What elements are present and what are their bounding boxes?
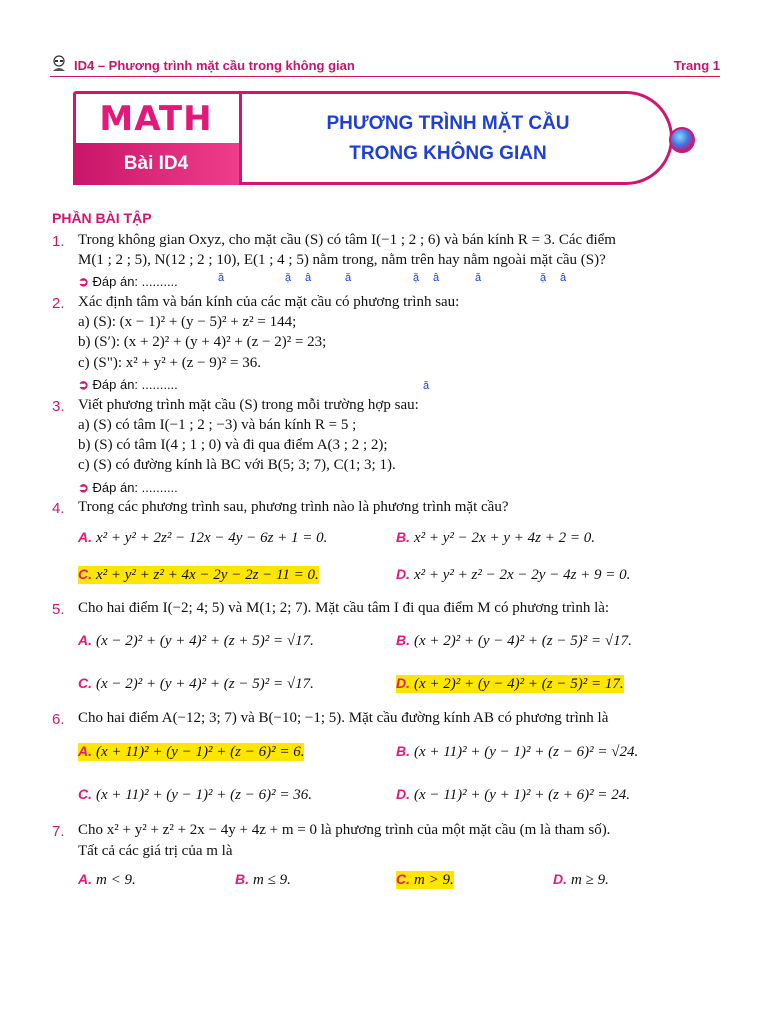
option-text: (x + 11)² + (y − 1)² + (z − 6)² = √24. bbox=[414, 744, 639, 760]
header-divider bbox=[50, 76, 720, 77]
q2-c: c) (S"): x² + y² + (z − 9)² = 36. bbox=[78, 355, 262, 371]
q1-number: 1. bbox=[52, 233, 65, 250]
option-text: (x − 2)² + (y + 4)² + (z + 5)² = √17. bbox=[96, 633, 314, 649]
option-label: D. bbox=[396, 566, 410, 582]
q6-option-a[interactable] bbox=[78, 743, 304, 761]
stray-char: ặ bbox=[540, 272, 547, 284]
lesson-label: Bài ID4 bbox=[73, 143, 239, 185]
option-label: D. bbox=[396, 786, 410, 802]
arrow-icon: ➲ bbox=[78, 274, 93, 289]
stray-char: ă bbox=[423, 380, 430, 392]
arrow-icon: ➲ bbox=[78, 377, 93, 392]
q4-option-c[interactable] bbox=[78, 566, 319, 584]
banner-title-line1: PHƯƠNG TRÌNH MẶT CẦU bbox=[326, 113, 570, 134]
option-label: D. bbox=[553, 871, 567, 887]
q7-number: 7. bbox=[52, 823, 65, 840]
page-number: Trang 1 bbox=[673, 58, 720, 73]
banner-title-line2: TRONG KHÔNG GIAN bbox=[349, 143, 547, 164]
q7-option-c[interactable] bbox=[396, 871, 454, 889]
q6-option-b[interactable] bbox=[396, 743, 638, 761]
q2-number: 2. bbox=[52, 295, 65, 312]
option-text: x² + y² + z² − 2x − 2y − 4z + 9 = 0. bbox=[414, 567, 631, 583]
q1-answer bbox=[78, 274, 178, 290]
option-label: C. bbox=[78, 675, 92, 691]
q3-answer bbox=[78, 480, 178, 496]
stray-char: ă bbox=[475, 272, 482, 284]
stray-char: ă bbox=[345, 272, 352, 284]
section-title: PHẦN BÀI TẬP bbox=[52, 210, 152, 226]
option-text: m < 9. bbox=[96, 872, 136, 888]
option-label: B. bbox=[235, 871, 249, 887]
option-text: (x − 2)² + (y + 4)² + (z − 5)² = √17. bbox=[96, 676, 314, 692]
q4-option-b[interactable] bbox=[396, 529, 595, 547]
option-text: (x + 2)² + (y − 4)² + (z − 5)² = √17. bbox=[414, 633, 632, 649]
q3-a: a) (S) có tâm I(−1 ; 2 ; −3) và bán kính R = 5 ; bbox=[78, 417, 357, 433]
q4-option-a[interactable] bbox=[78, 529, 327, 547]
page-header bbox=[50, 56, 720, 78]
q6-number: 6. bbox=[52, 711, 65, 728]
stray-char: ặ bbox=[285, 272, 292, 284]
stray-char: ă bbox=[218, 272, 225, 284]
banner-logo-box bbox=[73, 91, 239, 185]
q3-b: b) (S) có tâm I(4 ; 1 ; 0) và đi qua điểm A(3 ; 2 ; 2); bbox=[78, 437, 388, 453]
decorative-ball-icon bbox=[669, 127, 695, 153]
option-label: A. bbox=[78, 871, 92, 887]
q7-option-a[interactable] bbox=[78, 871, 136, 889]
option-text: x² + y² + z² + 4x − 2y − 2z − 11 = 0. bbox=[96, 567, 319, 583]
option-text: x² + y² + 2z² − 12x − 4y − 6z + 1 = 0. bbox=[96, 530, 328, 546]
q2-a: a) (S): (x − 1)² + (y − 5)² + z² = 144; bbox=[78, 314, 297, 330]
option-text: (x + 11)² + (y − 1)² + (z − 6)² = 36. bbox=[96, 787, 312, 803]
stray-char: â bbox=[305, 272, 312, 284]
option-text: m ≤ 9. bbox=[253, 872, 291, 888]
q3-answer-text: Đáp án: .......... bbox=[92, 480, 178, 495]
header-title: ID4 – Phương trình mặt cầu trong không gian bbox=[74, 58, 355, 73]
q3-number: 3. bbox=[52, 398, 65, 415]
q6-option-d[interactable] bbox=[396, 786, 630, 804]
q5-number: 5. bbox=[52, 601, 65, 618]
q3-line1: Viết phương trình mặt cầu (S) trong mỗi trường hợp sau: bbox=[78, 397, 419, 413]
q2-b: b) (S′): (x + 2)² + (y + 4)² + (z − 2)² = 23; bbox=[78, 334, 327, 350]
q5-option-b[interactable] bbox=[396, 632, 632, 650]
option-label: B. bbox=[396, 632, 410, 648]
banner-title bbox=[273, 109, 623, 169]
option-label: A. bbox=[78, 529, 92, 545]
option-text: (x + 11)² + (y − 1)² + (z − 6)² = 6. bbox=[96, 744, 305, 760]
q6-option-c[interactable] bbox=[78, 786, 312, 804]
q5-option-a[interactable] bbox=[78, 632, 314, 650]
q4-number: 4. bbox=[52, 500, 65, 517]
q4-option-d[interactable] bbox=[396, 566, 630, 584]
option-label: A. bbox=[78, 632, 92, 648]
stray-char: ặ bbox=[413, 272, 420, 284]
q2-answer bbox=[78, 377, 178, 393]
arrow-icon: ➲ bbox=[78, 480, 93, 495]
option-text: (x + 2)² + (y − 4)² + (z − 5)² = 17. bbox=[414, 676, 624, 692]
q5-line1: Cho hai điểm I(−2; 4; 5) và M(1; 2; 7). Mặt cầu tâm I đi qua điểm M có phương trình là: bbox=[78, 600, 610, 616]
option-text: m ≥ 9. bbox=[571, 872, 609, 888]
q1-answer-text: Đáp án: .......... bbox=[92, 274, 178, 289]
q1-line2: M(1 ; 2 ; 5), N(12 ; 2 ; 10), E(1 ; 4 ; 5) nằm trong, nằm trên hay nằm ngoài mặt cầu (S)? bbox=[78, 252, 606, 268]
q5-option-d[interactable] bbox=[396, 675, 624, 693]
option-text: m > 9. bbox=[414, 872, 454, 888]
option-label: A. bbox=[78, 743, 92, 759]
q3-c: c) (S) có đường kính là BC với B(5; 3; 7), C(1; 3; 1). bbox=[78, 457, 396, 473]
teacher-avatar-icon bbox=[50, 54, 68, 72]
q5-option-c[interactable] bbox=[78, 675, 314, 693]
option-text: (x − 11)² + (y + 1)² + (z + 6)² = 24. bbox=[414, 787, 630, 803]
q2-answer-text: Đáp án: .......... bbox=[92, 377, 178, 392]
option-label: C. bbox=[78, 566, 92, 582]
math-logo: MATH bbox=[99, 99, 213, 139]
banner-separator bbox=[239, 91, 242, 185]
option-label: C. bbox=[396, 871, 410, 887]
option-text: x² + y² − 2x + y + 4z + 2 = 0. bbox=[414, 530, 595, 546]
q4-line1: Trong các phương trình sau, phương trình nào là phương trình mặt cầu? bbox=[78, 499, 509, 515]
option-label: C. bbox=[78, 786, 92, 802]
q7-line2: Tất cả các giá trị của m là bbox=[78, 843, 233, 859]
q2-line1: Xác định tâm và bán kính của các mặt cầu có phương trình sau: bbox=[78, 294, 460, 310]
lesson-banner bbox=[73, 91, 685, 189]
stray-char: â bbox=[433, 272, 440, 284]
q1-line1: Trong không gian Oxyz, cho mặt cầu (S) có tâm I(−1 ; 2 ; 6) và bán kính R = 3. Các điểm bbox=[78, 232, 616, 248]
stray-char: â bbox=[560, 272, 567, 284]
option-label: B. bbox=[396, 743, 410, 759]
q6-line1: Cho hai điểm A(−12; 3; 7) và B(−10; −1; 5). Mặt cầu đường kính AB có phương trình là bbox=[78, 710, 609, 726]
q7-option-d[interactable] bbox=[553, 871, 609, 889]
q7-option-b[interactable] bbox=[235, 871, 291, 889]
option-label: B. bbox=[396, 529, 410, 545]
option-label: D. bbox=[396, 675, 410, 691]
q7-line1: Cho x² + y² + z² + 2x − 4y + 4z + m = 0 là phương trình của một mặt cầu (m là tham số). bbox=[78, 822, 611, 838]
